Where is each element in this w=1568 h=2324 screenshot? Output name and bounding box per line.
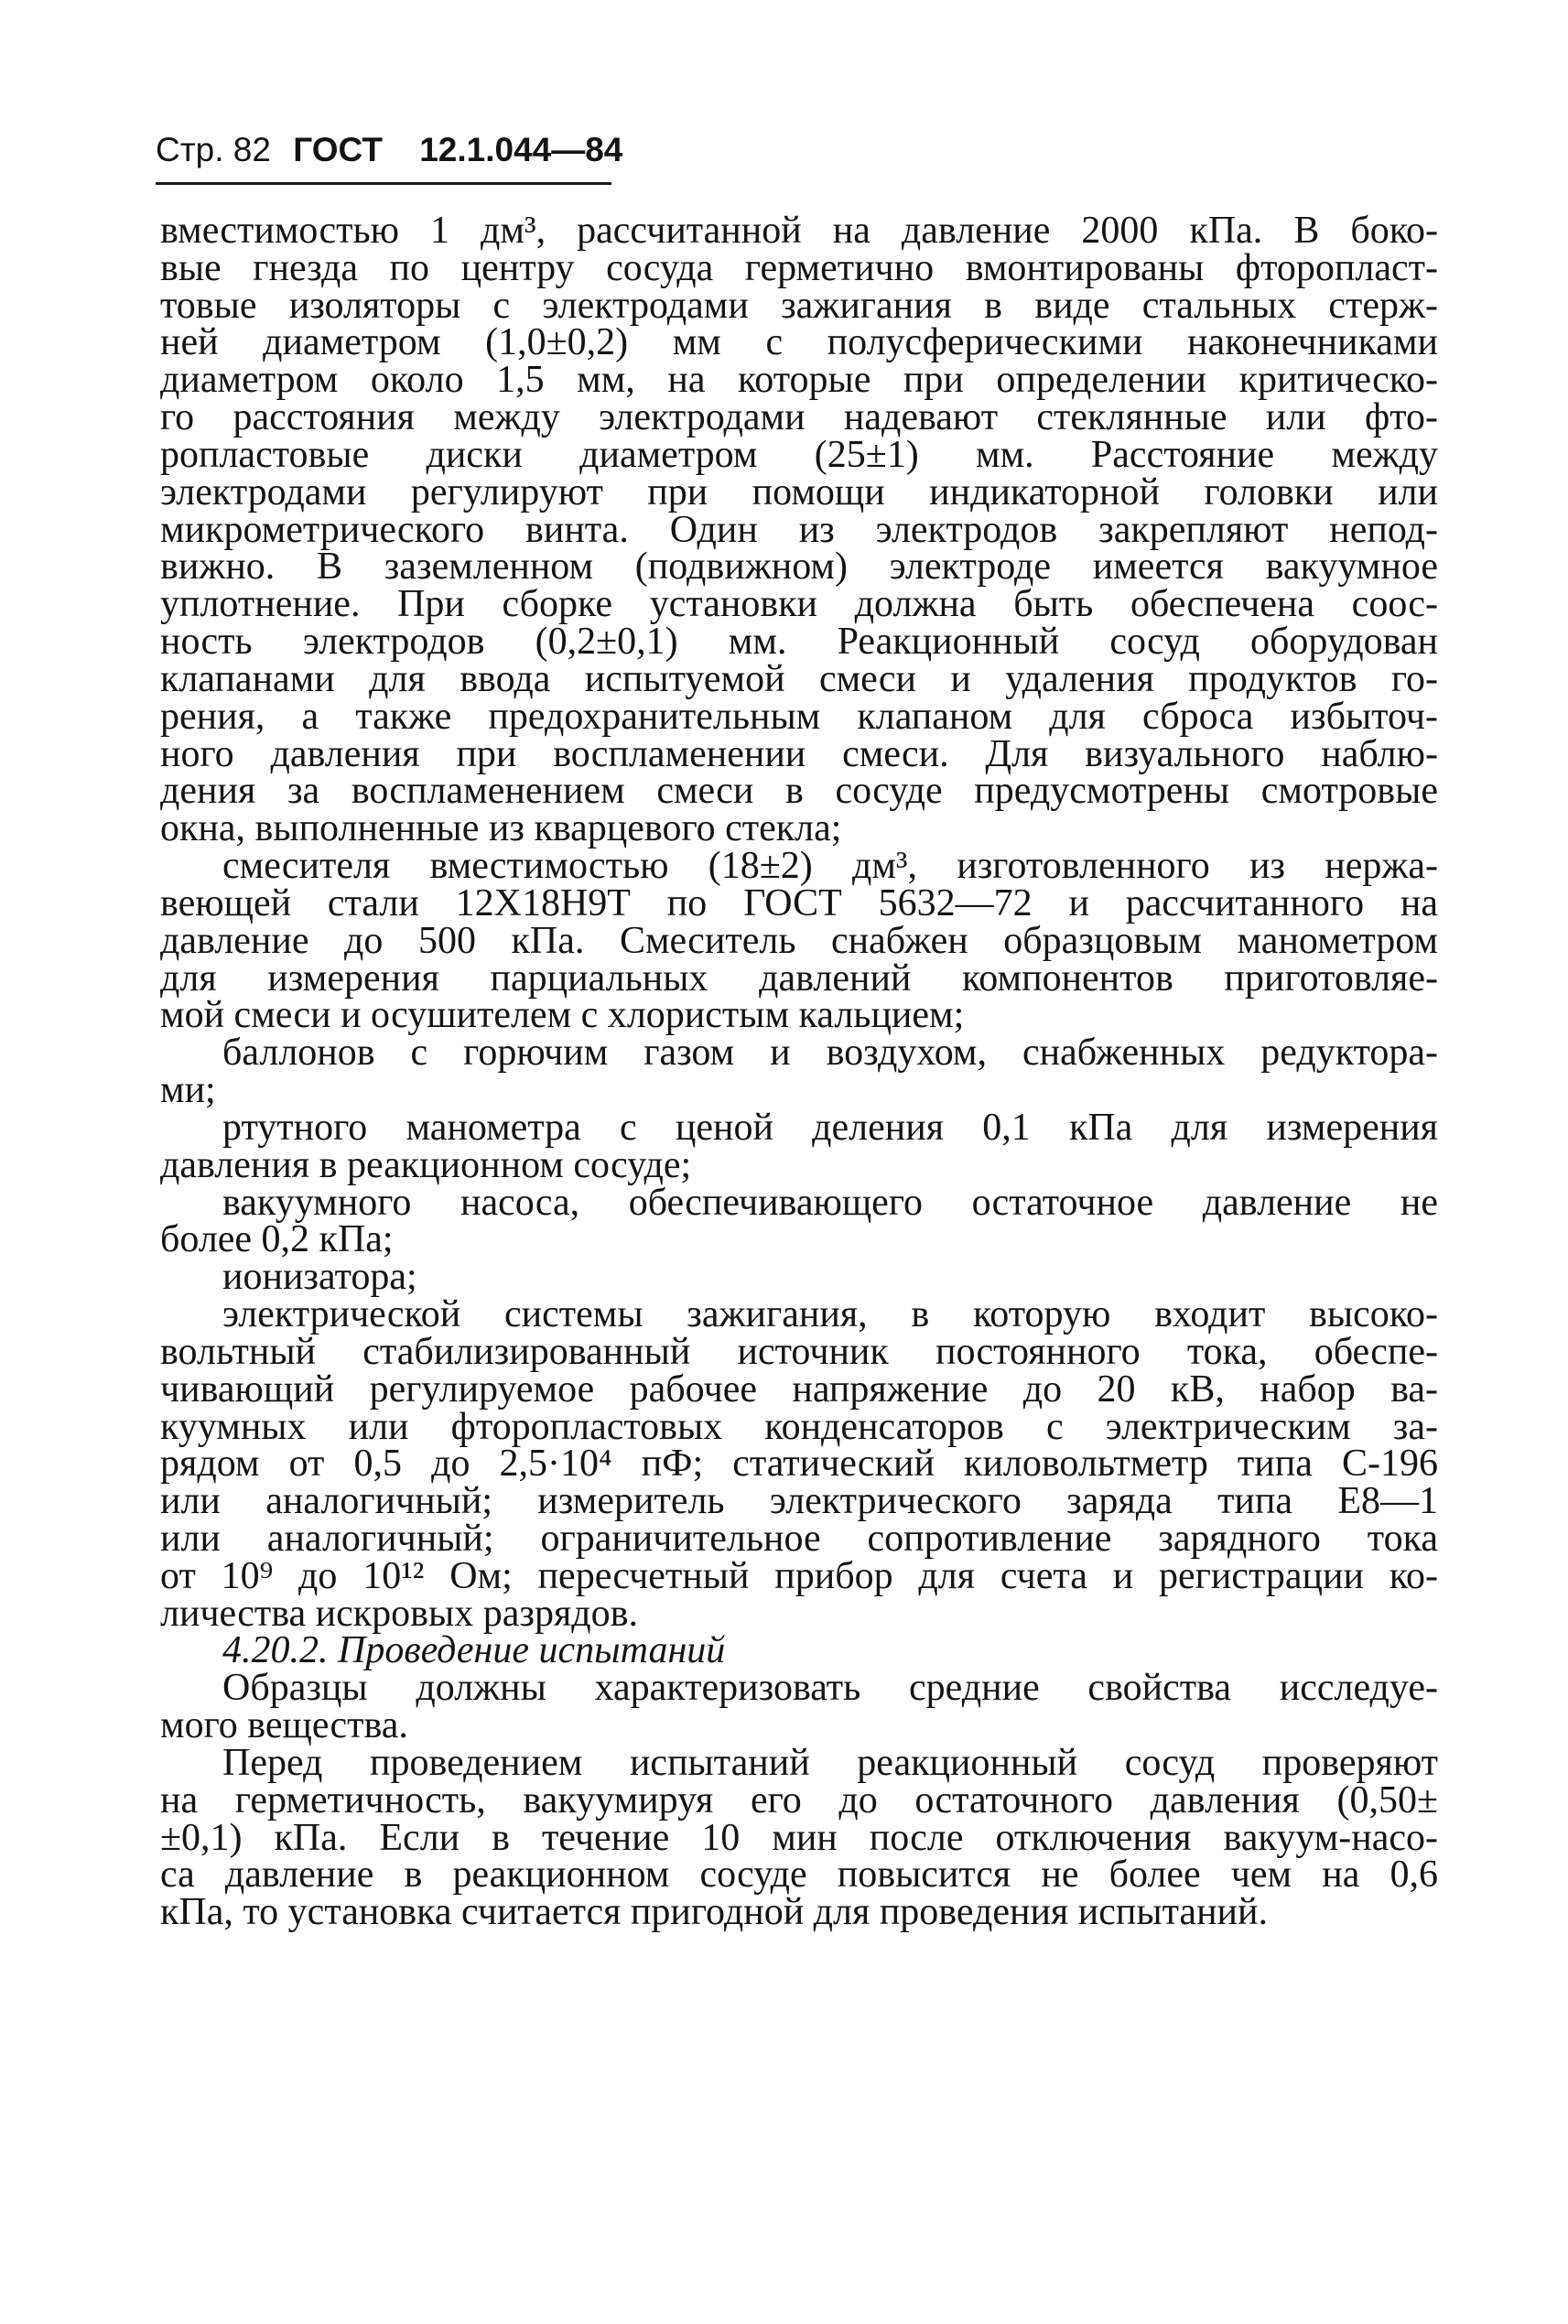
text-line: ность электродов (0,2±0,1) мм. Реакционный сосуд оборудован — [160, 621, 1438, 664]
text-line: вижно. В заземленном (подвижном) электроде имеется вакуумное — [160, 546, 1438, 589]
text-line: ±0,1) кПа. Если в течение 10 мин после отключения вакуум-насо- — [160, 1816, 1438, 1859]
text-line: рядом от 0,5 до 2,5·10⁴ пФ; статический киловольтметр типа С-196 — [160, 1443, 1438, 1486]
text-line: товые изоляторы с электродами зажигания в виде стальных стерж- — [160, 284, 1438, 327]
text-line: диаметром около 1,5 мм, на которые при определении критическо- — [160, 359, 1438, 402]
text-line: электродами регулируют при помощи индикаторной головки или — [160, 470, 1438, 513]
text-line: чивающий регулируемое рабочее напряжение до 20 кВ, набор ва- — [160, 1367, 1438, 1411]
text-line: рения, а также предохранительным клапаном для сброса избыточ- — [160, 695, 1438, 738]
body-text — [160, 210, 1438, 1934]
text-line: ного давления при воспламенении смеси. Для визуального наблю- — [160, 732, 1438, 775]
text-line: ней диаметром (1,0±0,2) мм с полусферическими наконечниками — [160, 321, 1438, 364]
text-line: 4.20.2. Проведение испытаний — [222, 1629, 726, 1672]
text-line: смесителя вместимостью (18±2) дм³, изготовленного из нержа- — [222, 845, 1438, 888]
text-line: са давление в реакционном сосуде повысится не более чем на 0,6 — [160, 1854, 1438, 1897]
text-line: уплотнение. При сборке установки должна быть обеспечена соос- — [160, 583, 1438, 626]
text-line: на герметичность, вакуумируя его до остаточного давления (0,50± — [160, 1778, 1438, 1821]
text-line: го расстояния между электродами надевают стеклянные или фто- — [160, 396, 1438, 439]
text-line: вые гнезда по центру сосуда герметично вмонтированы фторопласт- — [160, 246, 1438, 289]
text-line: мого вещества. — [160, 1704, 408, 1747]
text-line: или аналогичный; ограничительное сопротивление зарядного тока — [160, 1517, 1438, 1560]
text-line: электрической системы зажигания, в которую входит высоко- — [222, 1293, 1438, 1336]
text-line: мой смеси и осушителем с хлористым кальцием; — [160, 994, 965, 1037]
text-line: вольтный стабилизированный источник постоянного тока, обеспе- — [160, 1330, 1438, 1373]
text-line: Перед проведением испытаний реакционный сосуд проверяют — [222, 1741, 1438, 1784]
page-header — [156, 133, 622, 167]
text-line: куумных или фторопластовых конденсаторов с электрическим за- — [160, 1405, 1438, 1448]
text-line: ртутного манометра с ценой деления 0,1 кПа для измерения — [222, 1106, 1438, 1149]
text-line: вакуумного насоса, обеспечивающего остаточное давление не — [222, 1181, 1438, 1224]
text-line: веющей стали 12Х18Н9Т по ГОСТ 5632—72 и рассчитанного на — [160, 881, 1438, 924]
text-line: личества искровых разрядов. — [160, 1592, 638, 1635]
standard-number: 12.1.044—84 — [419, 131, 623, 168]
text-line: баллонов с горючим газом и воздухом, снабженных редуктора- — [222, 1032, 1438, 1075]
text-line: ионизатора; — [222, 1256, 417, 1299]
text-line: ропластовые диски диаметром (25±1) мм. Расстояние между — [160, 433, 1438, 476]
text-line: клапанами для ввода испытуемой смеси и удаления продуктов го- — [160, 657, 1438, 700]
text-line: для измерения парциальных давлений компонентов приготовляе- — [160, 957, 1438, 1000]
text-line: кПа, то установка считается пригодной для проведения испытаний. — [160, 1891, 1269, 1934]
text-line: давления в реакционном сосуде; — [160, 1143, 692, 1186]
header-rule — [156, 182, 611, 185]
text-line: вместимостью 1 дм³, рассчитанной на давление 2000 кПа. В боко- — [160, 210, 1438, 252]
standard-label: ГОСТ — [293, 131, 383, 168]
text-line: ми; — [160, 1069, 216, 1112]
text-line: микрометрического винта. Один из электродов закрепляют непод- — [160, 508, 1438, 551]
text-line: или аналогичный; измеритель электрического заряда типа Е8—1 — [160, 1480, 1438, 1523]
text-line: давление до 500 кПа. Смеситель снабжен образцовым манометром — [160, 919, 1438, 962]
text-line: более 0,2 кПа; — [160, 1218, 394, 1261]
text-line: от 10⁹ до 10¹² Ом; пересчетный прибор для счета и регистрации ко- — [160, 1554, 1438, 1597]
text-line: Образцы должны характеризовать средние свойства исследуе- — [222, 1667, 1438, 1710]
text-line: дения за воспламенением смеси в сосуде предусмотрены смотровые — [160, 770, 1438, 813]
page-number-label: Стр. 82 — [156, 131, 271, 168]
text-line: окна, выполненные из кварцевого стекла; — [160, 807, 842, 850]
